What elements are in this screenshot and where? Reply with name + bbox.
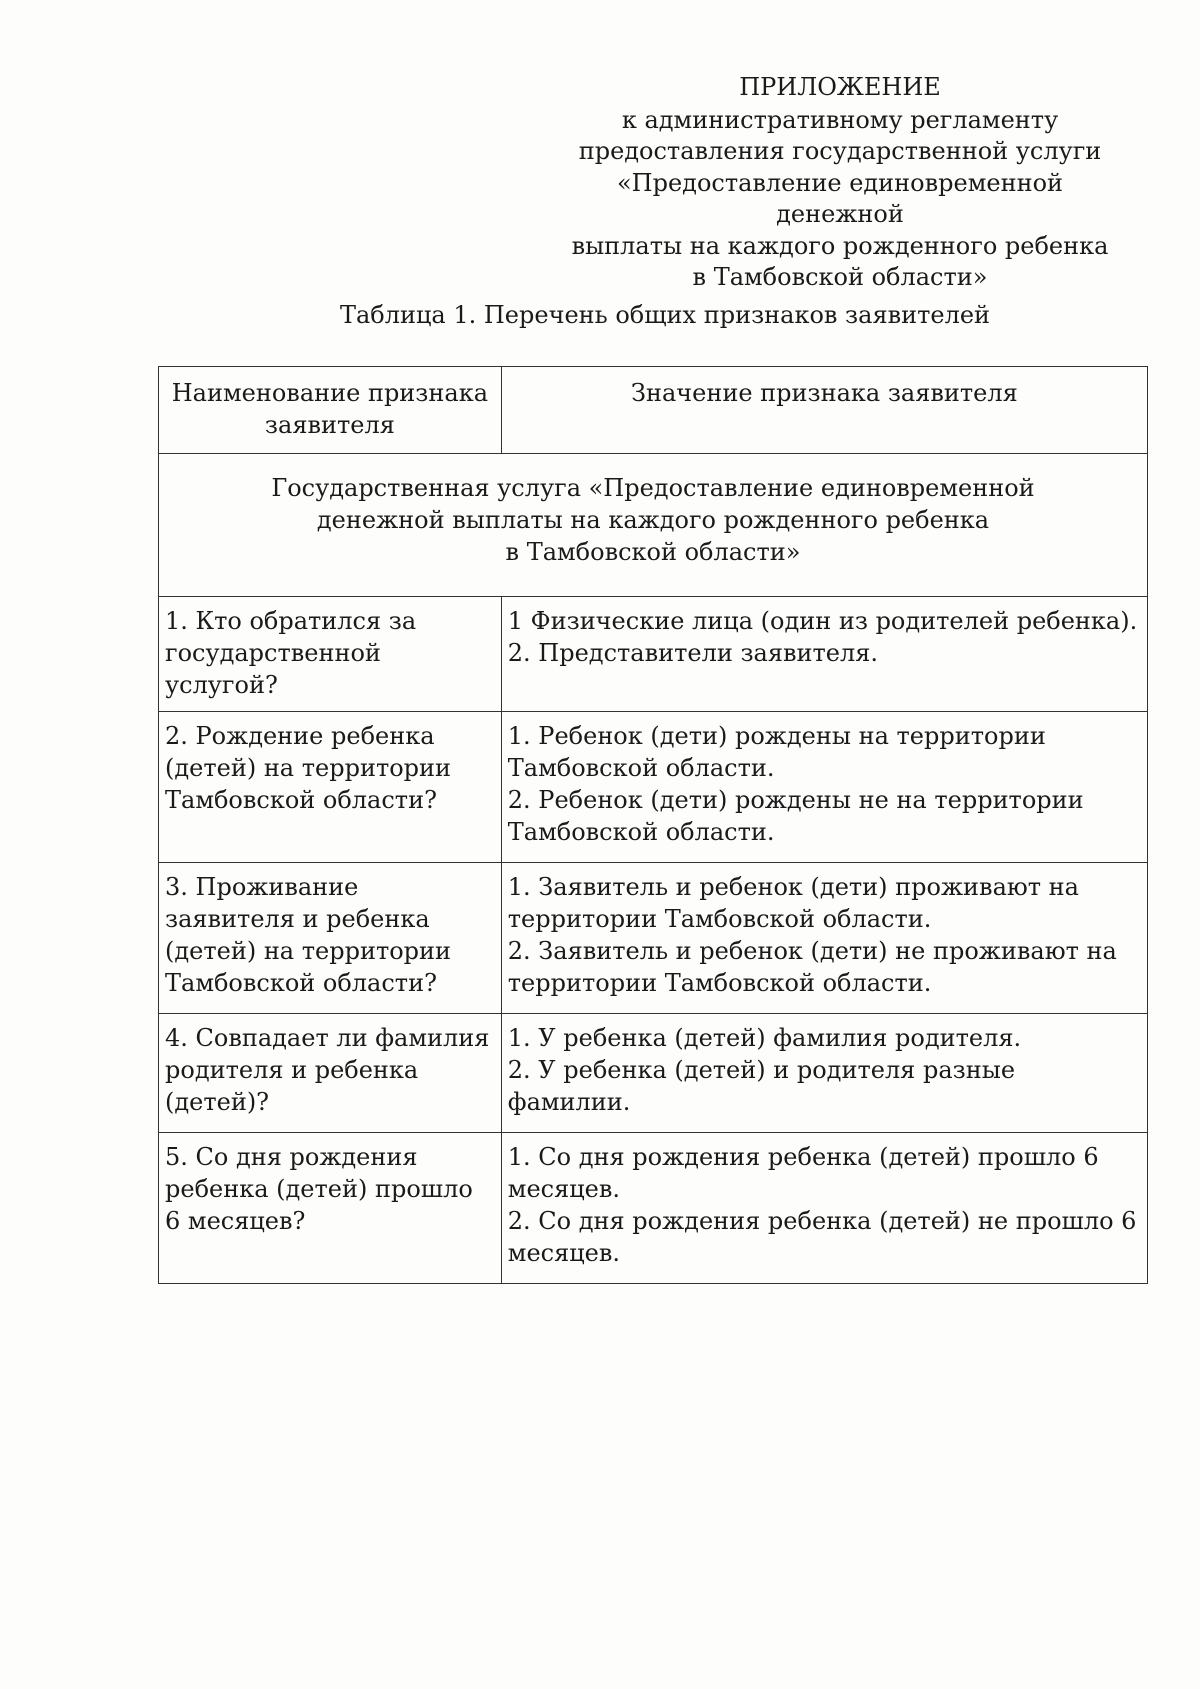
table-row: [159, 1014, 1148, 1133]
criteria-table: [158, 366, 1148, 1284]
value-item: 2. Представители заявителя.: [507, 639, 879, 667]
appendix-title: ПРИЛОЖЕНИЕ: [739, 73, 941, 101]
service-line: в Тамбовской области»: [505, 538, 801, 566]
value-cell: [501, 712, 1147, 863]
table-row: [159, 597, 1148, 712]
appendix-line: выплаты на каждого рожденного ребенка: [571, 231, 1109, 260]
value-item: 1. Со дня рождения ребенка (детей) прошло 6 месяцев.: [507, 1143, 1099, 1203]
criterion-cell: 2. Рождение ребенка (детей) на территории Тамбовской области?: [159, 712, 502, 863]
value-item: 2. Со дня рождения ребенка (детей) не прошло 6 месяцев.: [507, 1207, 1137, 1267]
appendix-line: в Тамбовской области»: [692, 263, 988, 291]
column-header-value: Значение признака заявителя: [501, 367, 1147, 454]
appendix-header: [560, 72, 1120, 294]
table-row: [159, 1133, 1148, 1284]
table-caption: Таблица 1. Перечень общих признаков заявителей: [339, 301, 991, 329]
criterion-cell: 5. Со дня рождения ребенка (детей) прошло 6 месяцев?: [159, 1133, 502, 1284]
table-row: [159, 712, 1148, 863]
value-cell: [501, 1133, 1147, 1284]
table-row: [159, 863, 1148, 1014]
value-item: 2. Заявитель и ребенок (дети) не проживают на территории Тамбовской области.: [507, 937, 1117, 997]
value-cell: [501, 863, 1147, 1014]
service-cell: [159, 454, 1148, 597]
value-item: 1. Ребенок (дети) рождены на территории Тамбовской области.: [507, 722, 1046, 782]
value-item: 1. Заявитель и ребенок (дети) проживают на территории Тамбовской области.: [507, 873, 1079, 933]
appendix-line: предоставления государственной услуги: [578, 137, 1102, 165]
service-line: денежной выплаты на каждого рожденного ребенка: [316, 506, 990, 534]
criterion-cell: 1. Кто обратился за государственной услугой?: [159, 597, 502, 712]
appendix-line: «Предоставление единовременной денежной: [616, 168, 1064, 228]
table-header-row: [159, 367, 1148, 454]
service-line: Государственная услуга «Предоставление единовременной: [271, 474, 1035, 502]
value-item: 2. Ребенок (дети) рождены не на территории Тамбовской области.: [507, 786, 1084, 846]
value-cell: [501, 1014, 1147, 1133]
value-item: 2. У ребенка (детей) и родителя разные фамилии.: [507, 1056, 1016, 1116]
value-item: 1 Физические лица (один из родителей ребенка).: [507, 607, 1138, 635]
value-cell: [501, 597, 1147, 712]
service-row: [159, 454, 1148, 597]
appendix-line: к административному регламенту: [621, 105, 1059, 134]
value-item: 1. У ребенка (детей) фамилия родителя.: [507, 1024, 1022, 1052]
criterion-cell: 3. Проживание заявителя и ребенка (детей) на территории Тамбовской области?: [159, 863, 502, 1014]
criterion-cell: 4. Совпадает ли фамилия родителя и ребенка (детей)?: [159, 1014, 502, 1133]
column-header-criterion: Наименование признака заявителя: [159, 367, 502, 454]
